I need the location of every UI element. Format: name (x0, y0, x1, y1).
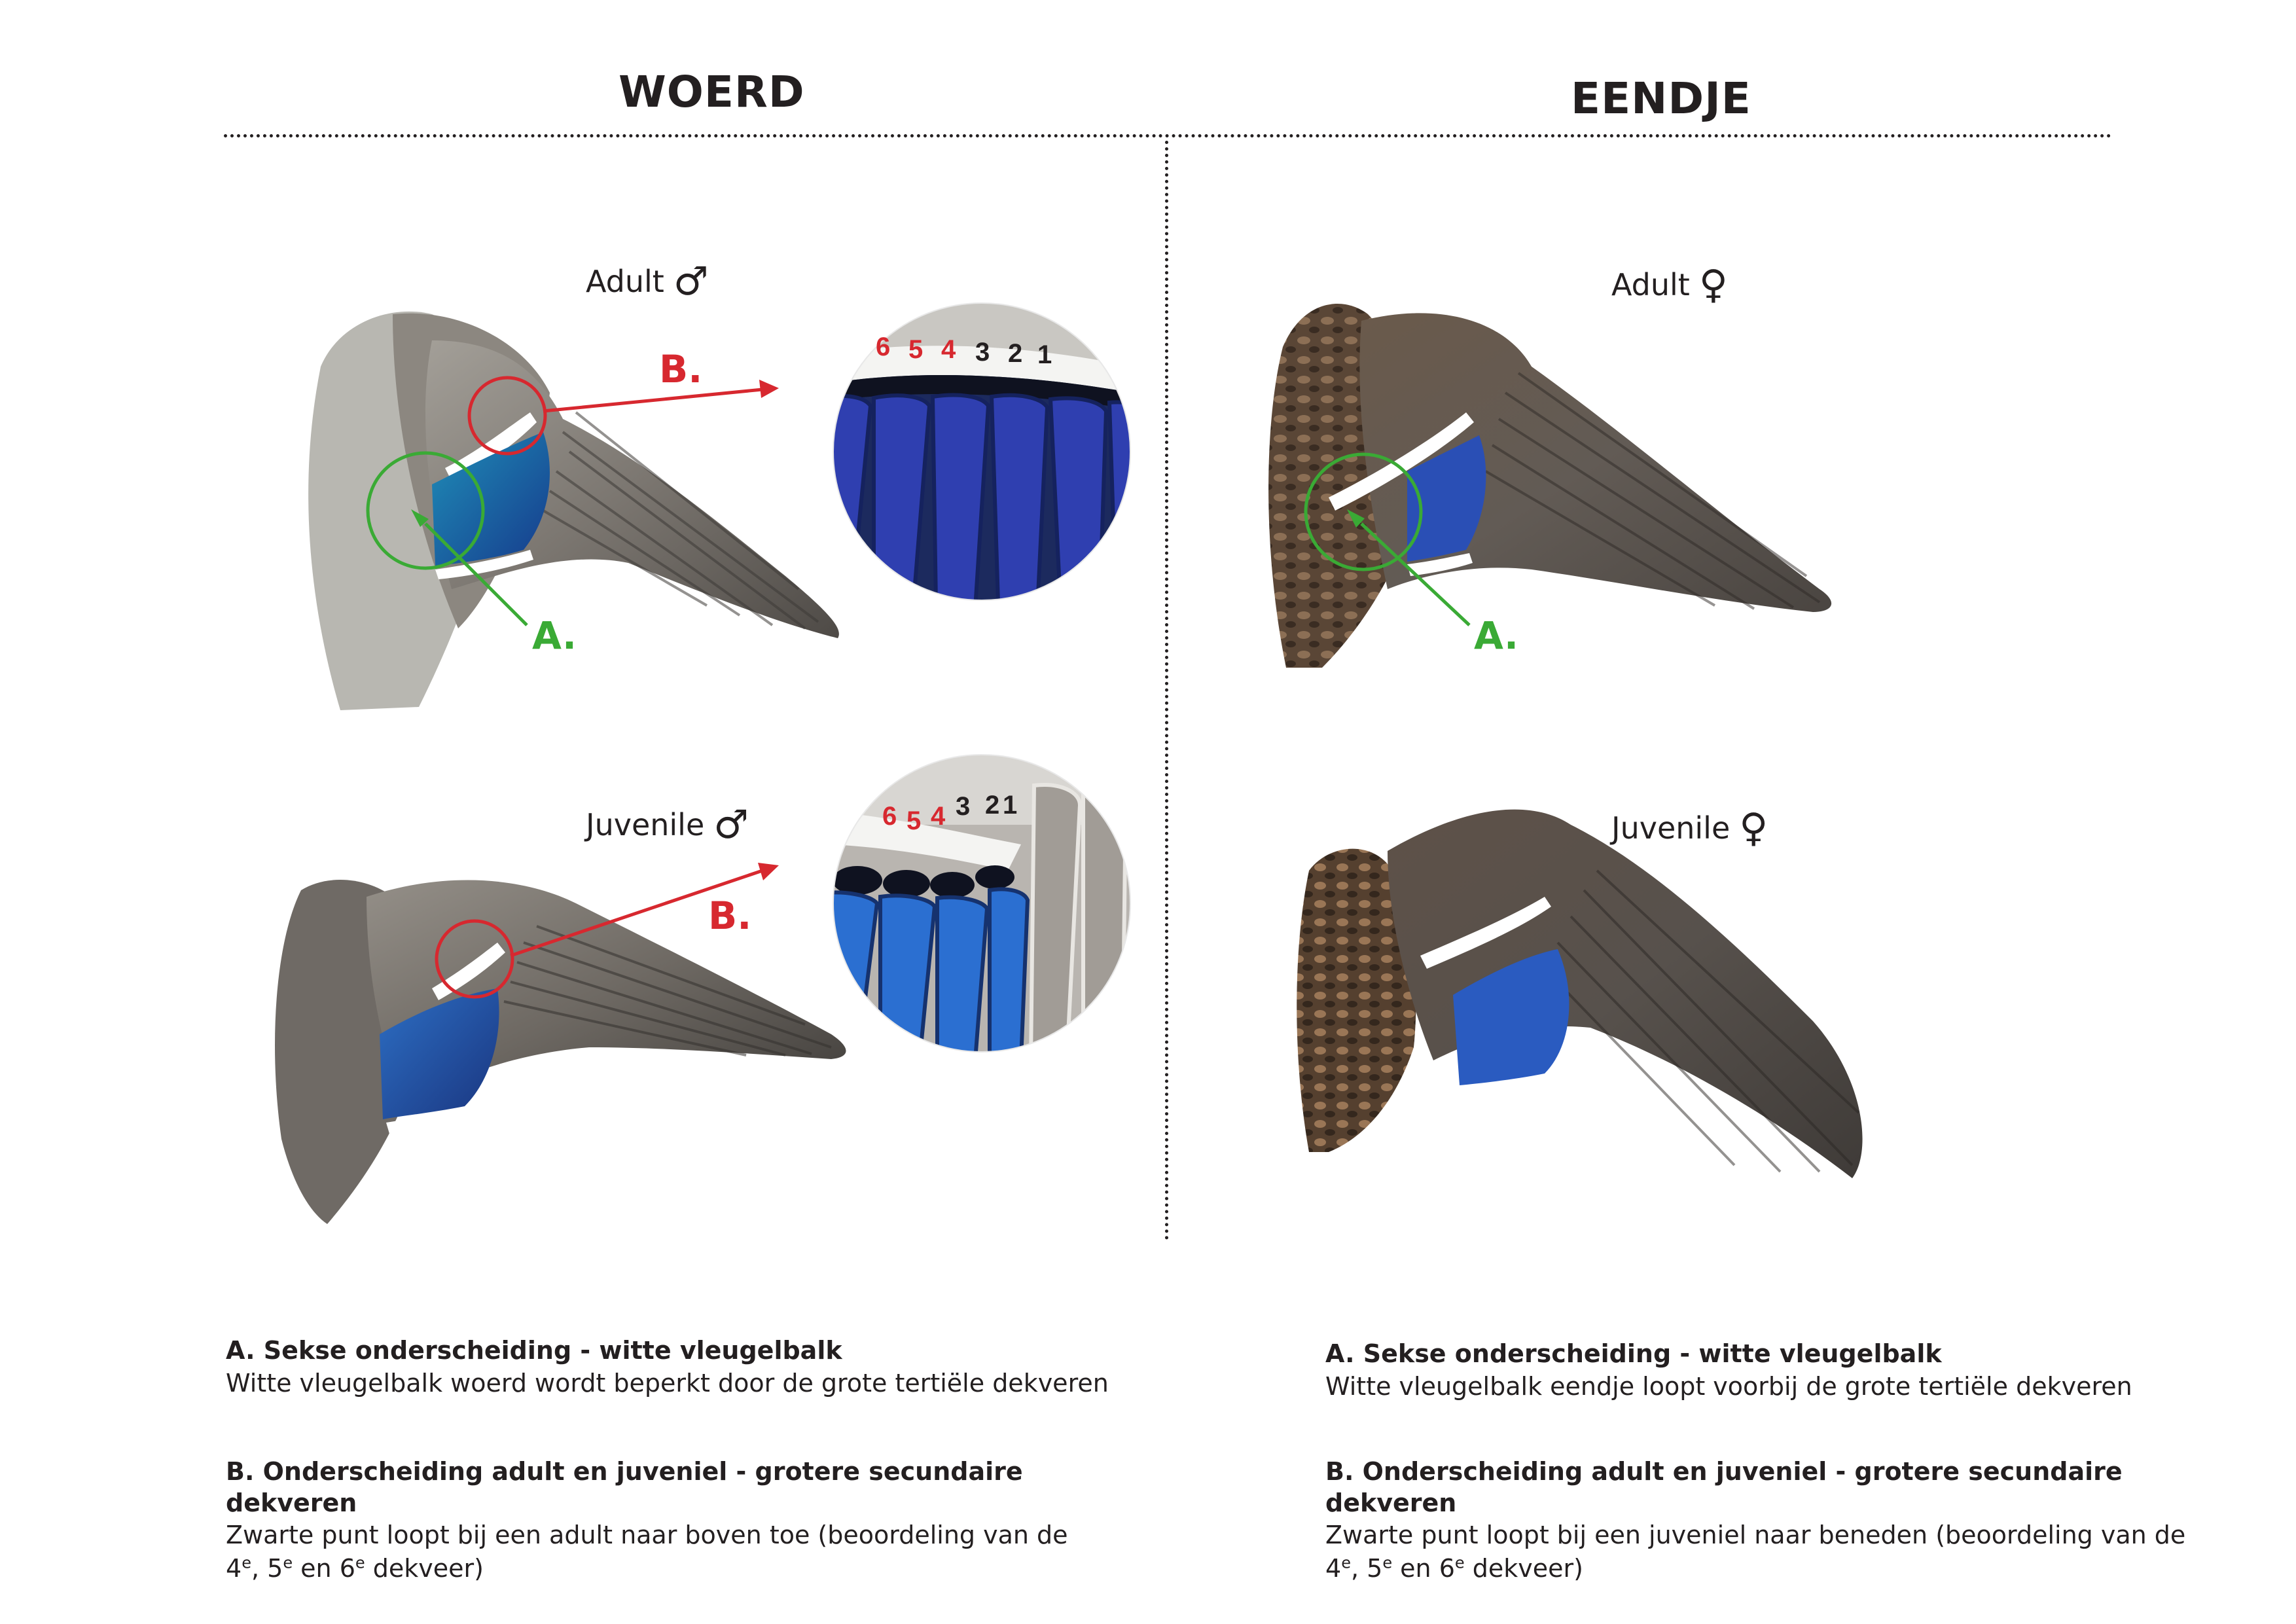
caption-left-b (226, 1456, 1142, 1586)
zoom-adult-number-1: 1 (1037, 340, 1052, 369)
female-symbol-icon: ♀ (1739, 805, 1768, 851)
male-symbol-icon: ♂ (673, 259, 709, 304)
marker-b-juvenile-male: B. (708, 893, 752, 938)
marker-b-adult-male: B. (659, 347, 703, 391)
zoom-juvenile-number-6: 6 (882, 802, 897, 831)
caption-right-a-title: A. Sekse onderscheiding - witte vleugelbalk (1325, 1339, 1942, 1368)
marker-a-adult-male: A. (532, 613, 577, 658)
caption-right-b-body-line1: Zwarte punt loopt bij een juveniel naar beneden (beoordeling van de (1325, 1521, 2186, 1549)
caption-left-a-title: A. Sekse onderscheiding - witte vleugelbalk (226, 1336, 842, 1365)
caption-left-a-body: Witte vleugelbalk woerd wordt beperkt door de grote tertiële dekveren (226, 1368, 1109, 1398)
caption-left-a (226, 1335, 1142, 1400)
caption-right-a (1325, 1339, 2242, 1403)
marker-a-adult-female: A. (1474, 613, 1518, 658)
male-symbol-icon: ♂ (713, 802, 749, 848)
label-adult-male-text: Adult (586, 264, 664, 299)
zoom-adult-number-2: 2 (1008, 339, 1023, 368)
zoom-juvenile-number-5: 5 (906, 806, 922, 835)
caption-left-b-body-line1: Zwarte punt loopt bij een adult naar boven toe (beoordeling van de (226, 1521, 1068, 1549)
caption-left-b-title: B. Onderscheiding adult en juveniel - grotere secundaire dekveren (226, 1457, 1023, 1517)
label-juvenile-male-text: Juvenile (586, 807, 705, 842)
caption-left-b-body-line2: 4e, 5e en 6e dekveer) (226, 1553, 484, 1583)
zoom-adult-number-4: 4 (941, 335, 956, 364)
zoom-juvenile-number-3: 3 (956, 792, 971, 821)
zoom-juvenile-number-1: 1 (1003, 791, 1018, 820)
zoom-adult-number-5: 5 (908, 335, 924, 364)
female-symbol-icon: ♀ (1698, 262, 1728, 308)
caption-right-b-title: B. Onderscheiding adult en juveniel - grotere secundaire dekveren (1325, 1457, 2123, 1517)
label-juvenile-female-text: Juvenile (1611, 810, 1731, 846)
zoom-adult-number-3: 3 (975, 338, 990, 367)
zoom-juvenile-number-4: 4 (931, 802, 946, 831)
heading-woerd: WOERD (619, 67, 805, 117)
heading-eendje: EENDJE (1571, 73, 1751, 124)
zoom-adult-number-6: 6 (876, 333, 891, 361)
zoom-juvenile-number-2: 2 (985, 791, 1000, 820)
label-adult-female-text: Adult (1611, 267, 1690, 302)
caption-right-a-body: Witte vleugelbalk eendje loopt voorbij de grote tertiële dekveren (1325, 1371, 2132, 1401)
caption-right-b (1325, 1456, 2242, 1586)
caption-right-b-body-line2: 4e, 5e en 6e dekveer) (1325, 1553, 1583, 1583)
